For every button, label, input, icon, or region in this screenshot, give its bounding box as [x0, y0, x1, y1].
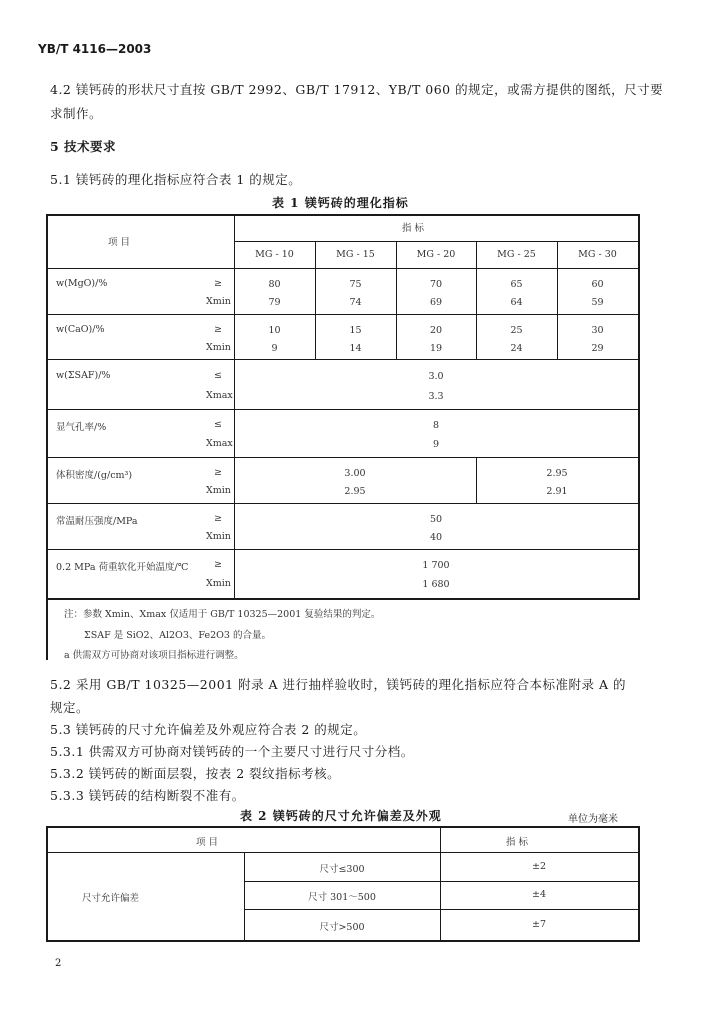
table1-grade: MG - 20: [416, 249, 456, 260]
table1-cell: 75: [349, 279, 362, 290]
table1-cell: 74: [349, 297, 362, 308]
table1-note3: a 供需双方可协商对该项目指标进行调整。: [64, 650, 244, 661]
section-5-heading: 5 技术要求: [50, 139, 117, 154]
table1-cell: 65: [510, 279, 523, 290]
table2-val: ±7: [531, 919, 546, 930]
table1-cell: 9: [271, 343, 278, 354]
para-5-3-1: 5.3.1 供需双方可协商对镁钙砖的一个主要尺寸进行尺寸分档。: [50, 744, 414, 759]
table1-cell: 8: [432, 420, 440, 431]
table1-row-label-mgo: w(MgO)/%: [56, 278, 108, 289]
table1-cell: 50: [429, 514, 443, 525]
table1-sym: Xmax: [206, 438, 233, 449]
table2-caption: 表 2 镁钙砖的尺寸允许偏差及外观: [240, 809, 442, 823]
para-4-2-line1: 4.2 镁钙砖的形状尺寸直按 GB/T 2992、GB/T 17912、YB/T 060 的规定，或需方提供的图纸，尺寸要: [50, 82, 664, 97]
table1-cell: 29: [591, 343, 604, 354]
table1-cell: 1 700: [422, 560, 450, 571]
table1-cell: 2.95: [344, 486, 366, 497]
table1-sym: ≥: [214, 513, 222, 524]
para-5-3-2: 5.3.2 镁钙砖的断面层裂，按表 2 裂纹指标考核。: [50, 766, 341, 781]
table1-cell: 40: [429, 532, 443, 543]
table1-sym: ≤: [214, 370, 222, 381]
table1-cell: 24: [510, 343, 523, 354]
table1-row-label-density: 体积密度/(g/cm³): [56, 470, 133, 481]
table2-group-label: 尺寸允许偏差: [82, 893, 140, 904]
table1-cell: 9: [432, 439, 440, 450]
table1-head-index: 指 标: [402, 223, 425, 234]
table2-cond: 尺寸 301～500: [308, 892, 376, 903]
table1-cell: 59: [591, 297, 604, 308]
table1-caption: 表 1 镁钙砖的理化指标: [272, 196, 409, 210]
table2-unit: 单位为毫米: [568, 814, 618, 825]
para-5-2-line2: 规定。: [50, 700, 90, 715]
table1-cell: 70: [429, 279, 443, 290]
table1-cell: 80: [268, 279, 281, 290]
table1-cell: 25: [510, 325, 523, 336]
table1-row-label-saf: w(ΣSAF)/%: [56, 370, 111, 381]
para-5-2-line1: 5.2 采用 GB/T 10325—2001 附录 A 进行抽样验收时，镁钙砖的理化指标应符合本标准附录 A 的: [50, 677, 627, 692]
table2-cond: 尺寸≤300: [319, 864, 365, 875]
table2-cond: 尺寸>500: [319, 922, 365, 933]
table1-sym: Xmin: [206, 485, 231, 496]
table1-sym: Xmax: [206, 390, 233, 401]
table1-cell: 2.95: [546, 468, 568, 479]
para-5-1: 5.1 镁钙砖的理化指标应符合表 1 的规定。: [50, 172, 302, 187]
table1-cell: 3.0: [428, 371, 444, 382]
table2-head-item: 项 目: [196, 837, 219, 848]
table1-cell: 3.3: [428, 391, 444, 402]
table1-head-item: 项 目: [108, 237, 131, 248]
table1-cell: 79: [268, 297, 281, 308]
table1-cell: 2.91: [546, 486, 568, 497]
table2-val: ±2: [531, 861, 546, 872]
table1-sym: Xmin: [206, 296, 231, 307]
table1-sym: ≥: [214, 467, 222, 478]
table1-row-label-strength: 常温耐压强度/MPa: [56, 516, 138, 527]
table1-row-label-rul: 0.2 MPa 荷重软化开始温度/℃: [56, 562, 189, 573]
table1-row-label-cao: w(CaO)/%: [56, 324, 105, 335]
table1-cell: 1 680: [422, 579, 450, 590]
table1-sym: ≥: [214, 324, 222, 335]
table1-cell: 60: [591, 279, 604, 290]
table2-head-index: 指 标: [506, 837, 529, 848]
table1-cell: 69: [429, 297, 443, 308]
table1-sym: Xmin: [206, 531, 231, 542]
table1-cell: 30: [591, 325, 604, 336]
document-header: YB/T 4116—2003: [38, 42, 152, 56]
table1-note2: ΣSAF 是 SiO2、Al2O3、Fe2O3 的合量。: [84, 630, 271, 641]
page-number: 2: [55, 958, 62, 969]
table1-cell: 3.00: [344, 468, 366, 479]
table1-note1: 注：参数 Xmin、Xmax 仅适用于 GB/T 10325—2001 复验结果的判定。: [64, 609, 381, 620]
table1-cell: 64: [510, 297, 523, 308]
table1-cell: 14: [349, 343, 362, 354]
table1-sym: Xmin: [206, 342, 231, 353]
para-5-3: 5.3 镁钙砖的尺寸允许偏差及外观应符合表 2 的规定。: [50, 722, 367, 737]
table1-cell: 15: [349, 325, 362, 336]
para-4-2-line2: 求制作。: [50, 106, 103, 121]
table1-sym: ≥: [214, 278, 222, 289]
table2-val: ±4: [531, 889, 546, 900]
table1-cell: 20: [429, 325, 443, 336]
table1-sym: ≥: [214, 559, 222, 570]
table1-sym: Xmin: [206, 578, 231, 589]
table1-grade: MG - 10: [255, 249, 294, 260]
table1-cell: 10: [268, 325, 281, 336]
table1-grade: MG - 30: [578, 249, 617, 260]
table1-sym: ≤: [214, 419, 222, 430]
table1-cell: 19: [429, 343, 443, 354]
para-5-3-3: 5.3.3 镁钙砖的结构断裂不准有。: [50, 788, 245, 803]
table1-grade: MG - 25: [497, 249, 536, 260]
table1-row-label-porosity: 显气孔率/%: [56, 422, 107, 433]
table1-grade: MG - 15: [336, 249, 375, 260]
